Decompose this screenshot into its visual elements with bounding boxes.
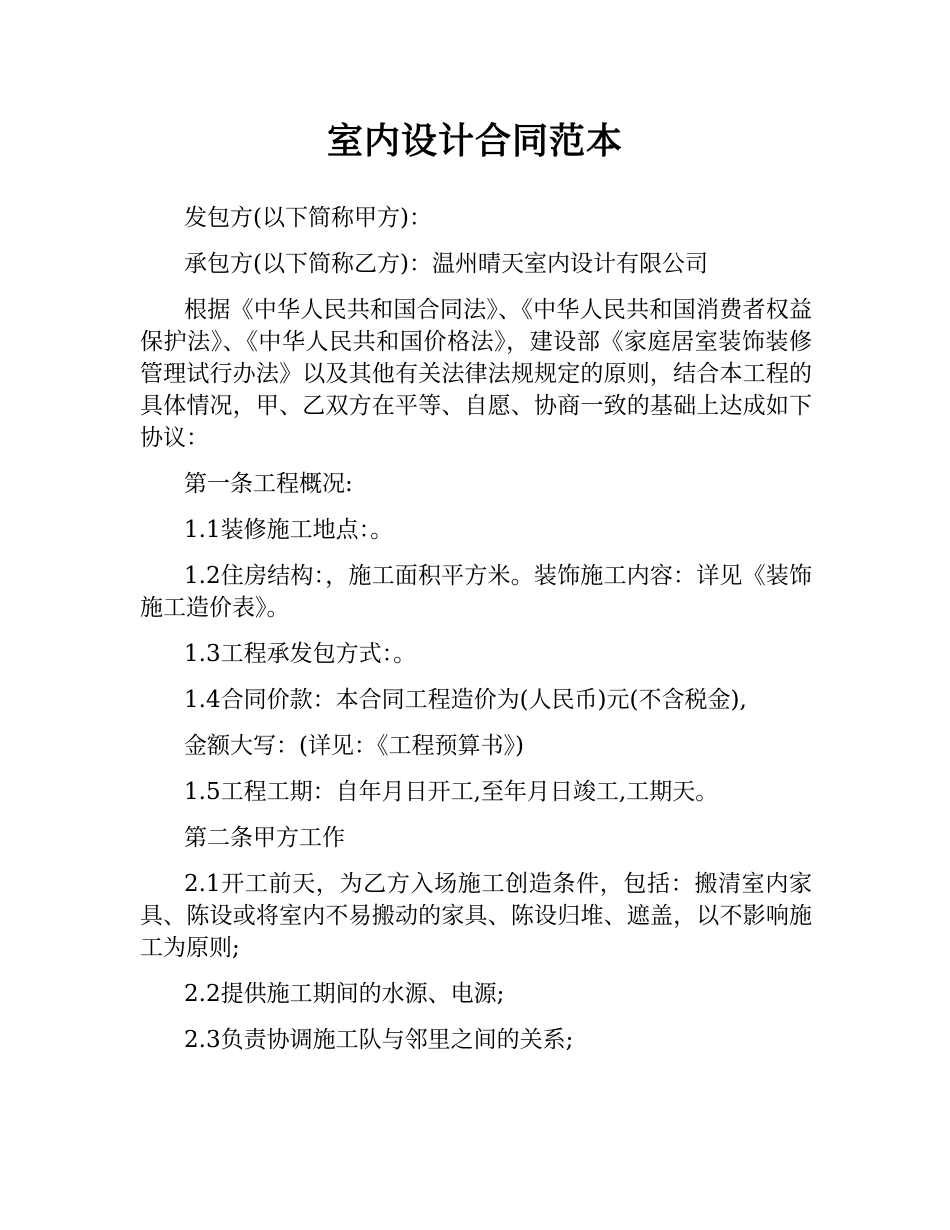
clause-2-2: 2.2提供施工期间的水源、电源; — [184, 981, 505, 1007]
document-body — [140, 202, 812, 1070]
clause-1-2: 1.2住房结构：，施工面积平方米。装饰施工内容：详见《装饰施工造价表》。 — [140, 563, 812, 621]
clause-1-1: 1.1装修施工地点：。 — [184, 517, 394, 543]
clause-1-5: 1.5工程工期：自年月日开工,至年月日竣工,工期天。 — [184, 779, 719, 805]
clause-2-3: 2.3负责协调施工队与邻里之间的关系; — [184, 1027, 574, 1053]
paragraph-legal-basis: 根据《中华人民共和国合同法》、《中华人民共和国消费者权益保护法》、《中华人民共和国价格法》，建设部《家庭居室装饰装修管理试行办法》以及其他有关法律法规规定的原则，结合本工程的具体情况，甲、乙双方在平等、自愿、协商一致的基础上达成如下协议： — [140, 297, 812, 451]
heading-article-1: 第一条工程概况: — [184, 471, 353, 497]
clause-1-3: 1.3工程承发包方式：。 — [184, 641, 417, 667]
paragraph-party-b: 承包方(以下简称乙方)：温州晴天室内设计有限公司 — [184, 251, 708, 277]
document-title: 室内设计合同范本 — [326, 121, 623, 162]
paragraph-party-a: 发包方(以下简称甲方)： — [184, 205, 432, 231]
heading-article-2: 第二条甲方工作 — [184, 825, 345, 851]
clause-1-4: 1.4合同价款：本合同工程造价为(人民币)元(不含税金), — [184, 687, 747, 713]
clause-2-1: 2.1开工前天，为乙方入场施工创造条件，包括：搬清室内家具、陈设或将室内不易搬动的家具、陈设归堆、遮盖，以不影响施工为原则; — [140, 871, 812, 961]
clause-1-4-amount: 金额大写：(详见：《工程预算书》) — [184, 733, 524, 759]
